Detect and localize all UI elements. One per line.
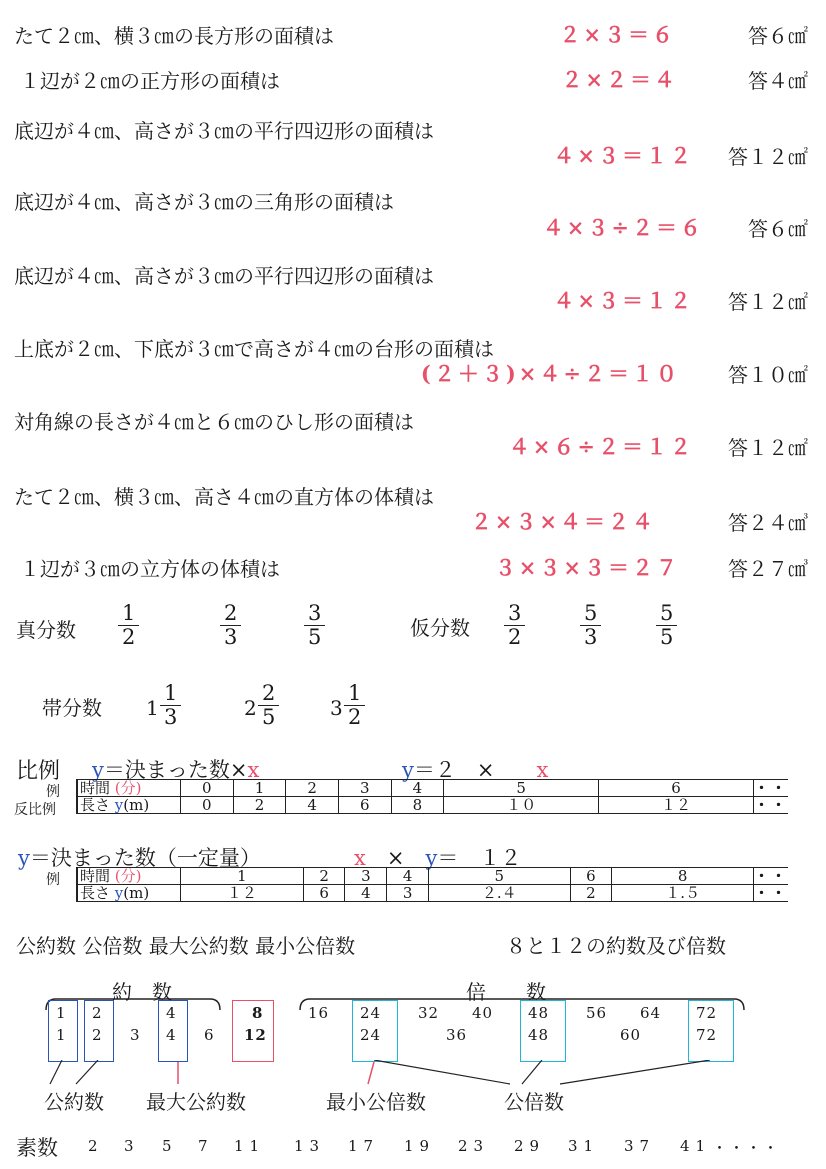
table-cell: 4 bbox=[391, 780, 444, 797]
table-cell: 0 bbox=[181, 797, 234, 814]
formula: ２×３＝６ bbox=[559, 22, 676, 47]
divisor-of-8: 1 bbox=[56, 1004, 67, 1022]
prime-number: 5 bbox=[162, 1137, 173, 1155]
formula: ３×３×３＝２７ bbox=[494, 555, 680, 580]
table-cell: 1 bbox=[233, 780, 286, 797]
table-cell: 5 bbox=[428, 868, 570, 885]
denominator: 3 bbox=[224, 625, 238, 649]
ellipsis-cell: ・・ bbox=[753, 884, 788, 902]
multiple-of-8: 56 bbox=[586, 1004, 608, 1022]
gcd-box bbox=[158, 1000, 188, 1062]
multiple-of-8: 40 bbox=[472, 1004, 494, 1022]
table-cell: 3 bbox=[345, 868, 387, 885]
prime-number: 11 bbox=[234, 1137, 266, 1155]
formula: ２×３×４＝２４ bbox=[470, 509, 656, 534]
question-text: 上底が２㎝、下底が３㎝で高さが４㎝の台形の面積は bbox=[14, 337, 494, 361]
common-divisor-box bbox=[48, 1000, 78, 1062]
fraction bbox=[656, 602, 677, 649]
divisor-of-12: 2 bbox=[92, 1026, 103, 1044]
numerator: 2 bbox=[224, 601, 238, 625]
table-cell: 2 bbox=[286, 780, 339, 797]
table-cell: 8 bbox=[612, 868, 754, 885]
table-cell: 1 bbox=[181, 868, 304, 885]
table-cell: 3 bbox=[338, 780, 391, 797]
section-subject: ８と１２の約数及び倍数 bbox=[506, 934, 726, 958]
whole-part: 3 bbox=[330, 696, 343, 720]
multiple-of-8: 72 bbox=[696, 1004, 718, 1022]
answer: 答１０㎠ bbox=[728, 363, 808, 387]
divisor-of-8: 4 bbox=[166, 1004, 177, 1022]
table-cell: 2 bbox=[303, 868, 345, 885]
fraction bbox=[504, 602, 525, 649]
proportion-table bbox=[76, 779, 788, 814]
table-cell: 4 bbox=[345, 885, 387, 902]
denominator: 2 bbox=[348, 705, 362, 729]
table-row bbox=[77, 885, 788, 902]
answer: 答６㎠ bbox=[748, 24, 808, 48]
table-row bbox=[77, 868, 788, 885]
table-row bbox=[77, 797, 788, 814]
formula: ４×３÷２＝６ bbox=[542, 215, 704, 240]
fraction bbox=[258, 682, 279, 729]
row-label: 長さ y(m) bbox=[77, 885, 181, 902]
whole-part: 1 bbox=[146, 696, 159, 720]
prime-number: 41 bbox=[680, 1137, 712, 1155]
prime-number: 2 bbox=[88, 1137, 99, 1155]
answer: 答６㎠ bbox=[748, 217, 808, 241]
ellipsis: ・・・・ bbox=[712, 1139, 781, 1157]
multiple-of-12: 24 bbox=[360, 1026, 382, 1044]
proportion-example-equation: y＝２ × x bbox=[402, 758, 549, 782]
inverse-rule: y＝決まった数（一定量） bbox=[18, 846, 261, 870]
row-label: 長さ y(m) bbox=[77, 797, 181, 814]
prime-number: 7 bbox=[198, 1137, 209, 1155]
multiple-of-8: 64 bbox=[640, 1004, 662, 1022]
table-cell: 4 bbox=[286, 797, 339, 814]
lcm-box bbox=[352, 1000, 398, 1062]
question-text: たて２㎝、横３㎝の長方形の面積は bbox=[14, 24, 334, 48]
prime-number: 13 bbox=[294, 1137, 326, 1155]
divisor-of-12: 3 bbox=[130, 1026, 141, 1044]
answer: 答１２㎠ bbox=[728, 290, 808, 314]
table-cell: １０ bbox=[444, 797, 599, 814]
mixed-fraction-label: 帯分数 bbox=[42, 696, 102, 720]
question-text: 底辺が４㎝、高さが３㎝の平行四辺形の面積は bbox=[14, 264, 434, 288]
multiple-of-12: 72 bbox=[696, 1026, 718, 1044]
question-text: １辺が３㎝の立方体の体積は bbox=[20, 557, 280, 581]
lcm-label: 最小公倍数 bbox=[326, 1090, 426, 1114]
numbers-box bbox=[232, 1000, 274, 1062]
denominator: 3 bbox=[164, 705, 178, 729]
question-text: 対角線の長さが４㎝と６㎝のひし形の面積は bbox=[14, 410, 414, 434]
pointer-lines bbox=[0, 1060, 826, 1088]
section-header: 公約数 公倍数 最大公約数 最小公倍数 bbox=[16, 934, 356, 958]
answer: 答２４㎤ bbox=[728, 511, 808, 535]
table-cell: １２ bbox=[599, 797, 754, 814]
table-cell: 6 bbox=[338, 797, 391, 814]
row-label: 時間 (分) bbox=[77, 868, 181, 885]
numerator: 2 bbox=[262, 681, 276, 705]
denominator: 2 bbox=[122, 625, 136, 649]
divisor-of-12: 4 bbox=[166, 1026, 177, 1044]
table-cell: 6 bbox=[599, 780, 754, 797]
denominator: 5 bbox=[262, 705, 276, 729]
common-divisor-box bbox=[84, 1000, 114, 1062]
denominator: 5 bbox=[308, 625, 322, 649]
formula: (２＋３)×４÷２＝１０ bbox=[420, 361, 680, 386]
common-multiple-label: 公倍数 bbox=[504, 1090, 564, 1114]
table-cell: 6 bbox=[303, 885, 345, 902]
numerator: 5 bbox=[584, 601, 598, 625]
row-label: 時間 (分) bbox=[77, 780, 181, 797]
table-cell: 3 bbox=[387, 885, 429, 902]
formula: ４×６÷２＝１２ bbox=[508, 434, 694, 459]
answer: 答２７㎤ bbox=[728, 557, 808, 581]
divisor-of-12: 1 bbox=[56, 1026, 67, 1044]
prime-number: 3 bbox=[124, 1137, 135, 1155]
proportion-title: 比例 bbox=[16, 759, 61, 784]
prime-number: 17 bbox=[348, 1137, 380, 1155]
fraction bbox=[220, 602, 241, 649]
table-cell: 6 bbox=[570, 868, 612, 885]
example-mark: 例 bbox=[46, 872, 60, 888]
gcd-label: 最大公約数 bbox=[146, 1090, 246, 1114]
fraction bbox=[304, 602, 325, 649]
improper-fraction-label: 仮分数 bbox=[410, 616, 470, 640]
fraction bbox=[118, 602, 139, 649]
table-cell: ２.４ bbox=[428, 885, 570, 902]
formula: ２×２＝４ bbox=[561, 67, 678, 92]
answer: 答１２㎠ bbox=[728, 436, 808, 460]
table-row bbox=[77, 780, 788, 797]
multiple-of-12: 60 bbox=[620, 1026, 642, 1044]
inverse-mark: 反比例 bbox=[14, 802, 56, 818]
numerator: 3 bbox=[508, 601, 522, 625]
common-multiple-box bbox=[688, 1000, 734, 1062]
multiple-of-8: 16 bbox=[308, 1004, 330, 1022]
table-cell: １２ bbox=[181, 885, 304, 902]
denominator: 2 bbox=[508, 625, 522, 649]
prime-number: 31 bbox=[568, 1137, 600, 1155]
number-8: 8 bbox=[252, 1004, 264, 1022]
proportion-rule: y＝決まった数×x bbox=[92, 758, 260, 782]
multiples-title: 倍 数 bbox=[466, 980, 546, 1004]
prime-number: 29 bbox=[514, 1137, 546, 1155]
ellipsis-cell: ・・ bbox=[753, 779, 788, 797]
denominator: 5 bbox=[660, 625, 674, 649]
numerator: 5 bbox=[660, 601, 674, 625]
question-text: １辺が２㎝の正方形の面積は bbox=[20, 69, 280, 93]
table-cell: 2 bbox=[570, 885, 612, 902]
number-12: 12 bbox=[244, 1026, 267, 1044]
fraction bbox=[160, 682, 181, 729]
question-text: 底辺が４㎝、高さが３㎝の三角形の面積は bbox=[14, 190, 394, 214]
proper-fraction-label: 真分数 bbox=[16, 618, 76, 642]
inverse-equation: x × y＝ １２ bbox=[354, 846, 522, 870]
ellipsis-cell: ・・ bbox=[753, 796, 788, 814]
question-text: 底辺が４㎝、高さが３㎝の平行四辺形の面積は bbox=[14, 119, 434, 143]
multiple-of-8: 24 bbox=[360, 1004, 382, 1022]
denominator: 3 bbox=[584, 625, 598, 649]
multiple-of-8: 32 bbox=[418, 1004, 440, 1022]
example-mark: 例 bbox=[46, 784, 60, 800]
multiple-of-12: 36 bbox=[446, 1026, 468, 1044]
answer: 答１２㎠ bbox=[728, 145, 808, 169]
table-cell: 2 bbox=[233, 797, 286, 814]
answer: 答４㎠ bbox=[748, 69, 808, 93]
fraction bbox=[580, 602, 601, 649]
formula: ４×３＝１２ bbox=[553, 288, 694, 313]
primes-label: 素数 bbox=[16, 1136, 58, 1160]
prime-number: 37 bbox=[624, 1137, 656, 1155]
divisors-title: 約 数 bbox=[112, 980, 172, 1004]
table-cell: １.５ bbox=[612, 885, 754, 902]
common-multiple-box bbox=[520, 1000, 566, 1062]
prime-number: 23 bbox=[458, 1137, 490, 1155]
divisor-of-8: 2 bbox=[92, 1004, 103, 1022]
prime-number: 19 bbox=[404, 1137, 436, 1155]
multiple-of-8: 48 bbox=[528, 1004, 550, 1022]
inverse-table bbox=[76, 867, 788, 902]
ellipsis-cell: ・・ bbox=[753, 867, 788, 885]
common-divisor-label: 公約数 bbox=[44, 1090, 104, 1114]
numerator: 1 bbox=[122, 601, 136, 625]
divisor-of-12: 6 bbox=[204, 1026, 215, 1044]
formula: ４×３＝１２ bbox=[553, 143, 694, 168]
fraction bbox=[344, 682, 365, 729]
question-text: たて２㎝、横３㎝、高さ４㎝の直方体の体積は bbox=[14, 485, 434, 509]
numerator: 3 bbox=[308, 601, 322, 625]
table-cell: 5 bbox=[444, 780, 599, 797]
multiple-of-12: 48 bbox=[528, 1026, 550, 1044]
numerator: 1 bbox=[164, 681, 178, 705]
numerator: 1 bbox=[348, 681, 362, 705]
table-cell: 0 bbox=[181, 780, 234, 797]
table-cell: 4 bbox=[387, 868, 429, 885]
table-cell: 8 bbox=[391, 797, 444, 814]
whole-part: 2 bbox=[244, 696, 257, 720]
